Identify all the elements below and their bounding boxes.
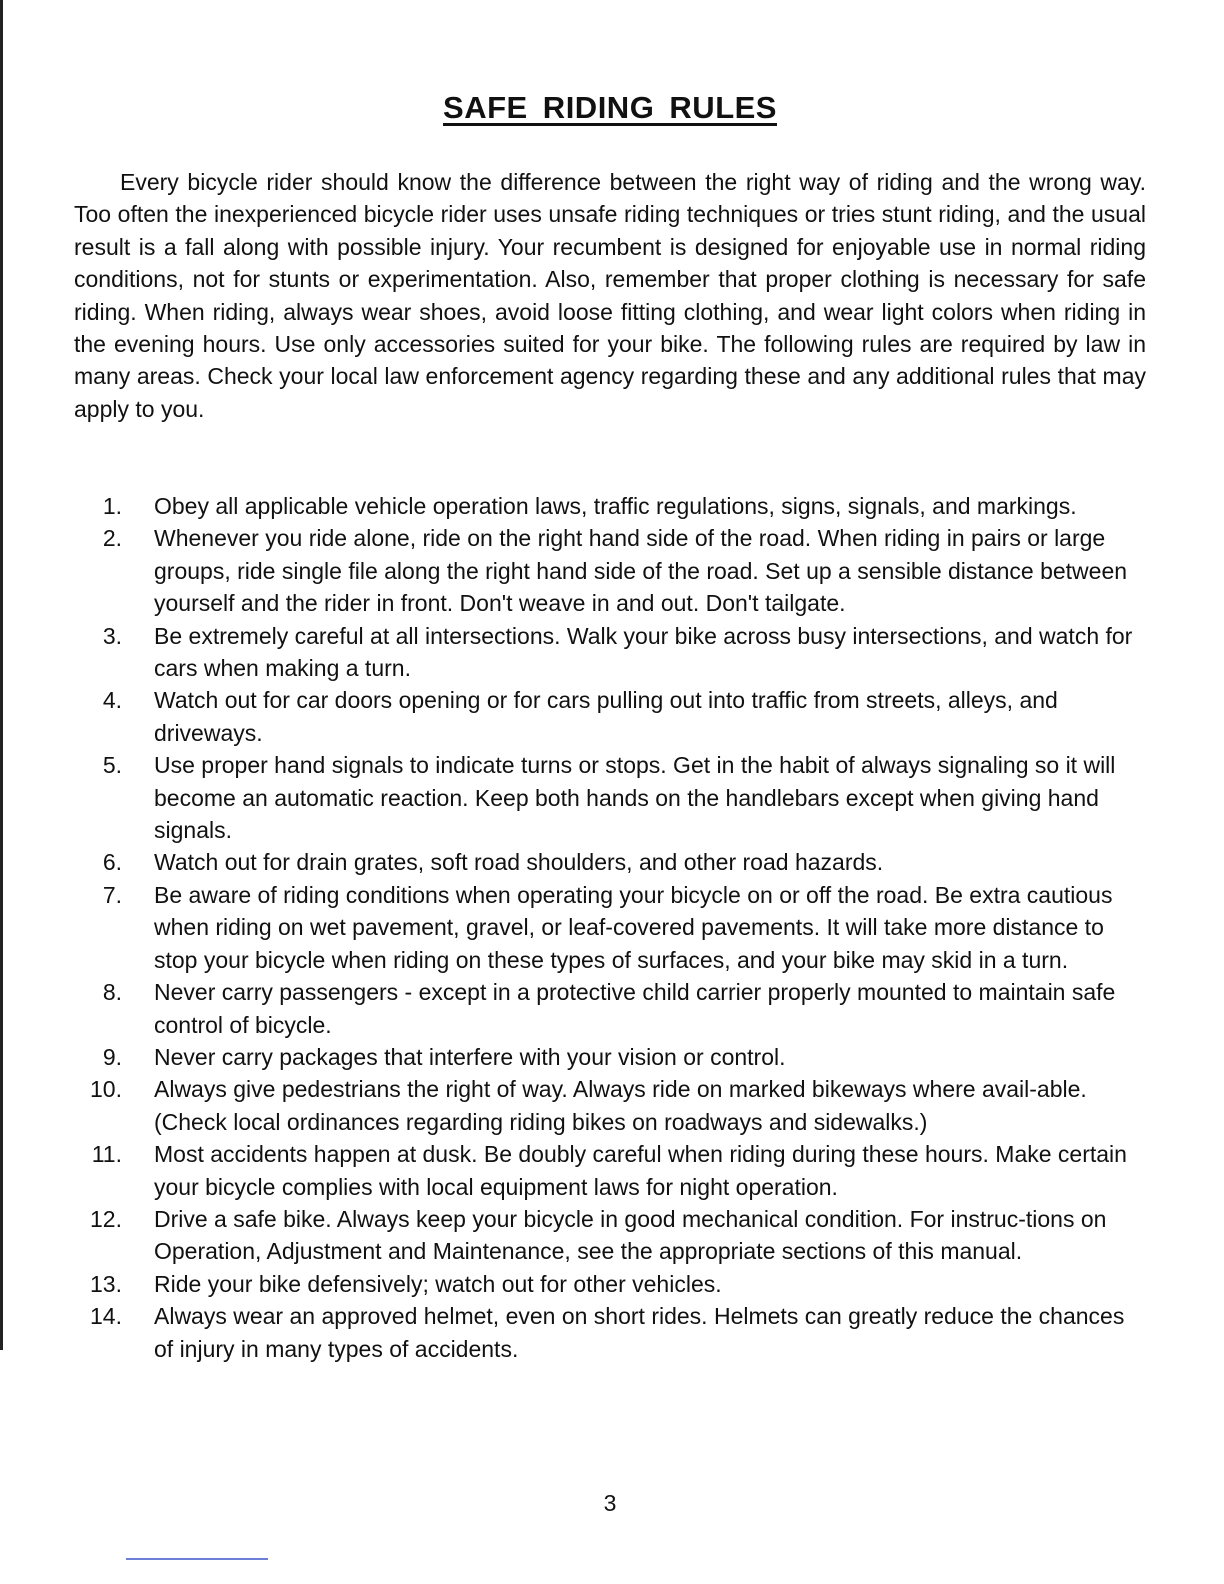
rule-text: Obey all applicable vehicle operation laws, traffic regulations, signs, signals, and markings. <box>154 493 1077 519</box>
rule-text: Always wear an approved helmet, even on short rides. Helmets can greatly reduce the chances of injury in many types of accidents. <box>154 1303 1125 1362</box>
rules-list <box>74 490 1146 1365</box>
rule-text: Never carry passengers - except in a protective child carrier properly mounted to maintain safe control of bicycle. <box>154 979 1116 1038</box>
rule-text: Watch out for drain grates, soft road shoulders, and other road hazards. <box>154 849 884 876</box>
rule-number: 3. <box>102 622 122 649</box>
rule-number: 6. <box>102 849 122 876</box>
rule-number: 2. <box>102 525 122 552</box>
rule-number: 4. <box>102 687 122 714</box>
rule-number: 11. <box>91 1141 122 1168</box>
list-item <box>74 1073 1146 1138</box>
rule-text: Always give pedestrians the right of way. Always ride on marked bikeways where avail-able. (Check local ordinances regarding riding bikes on roadways and sidewalks.) <box>154 1076 1087 1135</box>
rule-number: 5. <box>102 752 122 779</box>
list-item <box>74 522 1146 619</box>
rule-text: Be extremely careful at all intersections. Walk your bike across busy intersections, and watch for cars when making a turn. <box>154 622 1133 682</box>
rule-text: Ride your bike defensively; watch out for other vehicles. <box>154 1270 722 1297</box>
intro-paragraph: Every bicycle rider should know the difference between the right way of riding and the wrong way. Too often the inexperienced bicycle rider uses unsafe riding techniques or tries stunt riding, and the usual result is a fall along with possible injury. Your recumbent is designed for enjoyable use in normal riding conditions, not for stunts or experimentation. Also, remember that proper clothing is necessary for safe riding. When riding, always wear shoes, avoid loose fitting clothing, and wear light colors when riding in the evening hours. Use only accessories suited for your bike. The following rules are required by law in many areas. Check your local law enforcement agency regarding these and any additional rules that may apply to you. <box>74 169 1146 422</box>
page-title: SAFE RIDING RULES <box>443 90 777 125</box>
rule-text: Whenever you ride alone, ride on the right hand side of the road. When riding in pairs or large groups, ride single file along the right hand side of the road. Set up a sensible distance between yourself and the rider in front. Don't weave in and out. Don't tailgate. <box>154 525 1128 617</box>
rule-text: Never carry packages that interfere with your vision or control. <box>154 1043 786 1070</box>
rule-number: 1. <box>102 493 122 519</box>
rule-number: 7. <box>102 881 122 908</box>
list-item <box>74 879 1146 976</box>
rule-text: Watch out for car doors opening or for cars pulling out into traffic from streets, alleys, and driveways. <box>154 687 1058 746</box>
list-item <box>74 684 1146 749</box>
page-number: 3 <box>603 1490 617 1516</box>
rule-text: Drive a safe bike. Always keep your bicycle in good mechanical condition. For instruc-tions on Operation, Adjustment and Maintenance, see the appropriate sections of this manual. <box>154 1205 1107 1265</box>
rule-number: 9. <box>102 1043 122 1070</box>
list-item <box>74 620 1146 685</box>
rule-number: 14. <box>90 1303 122 1330</box>
list-item <box>74 1203 1146 1268</box>
scan-artifact-line <box>126 1558 268 1560</box>
list-item <box>74 490 1146 522</box>
list-item <box>74 749 1146 846</box>
rule-text: Use proper hand signals to indicate turns or stops. Get in the habit of always signaling so it will become an automatic reaction. Keep both hands on the handlebars except when giving hand signals. <box>154 752 1116 844</box>
rule-text: Be aware of riding conditions when operating your bicycle on or off the road. Be extra cautious when riding on wet pavement, gravel, or leaf-covered pavements. It will take more distance to stop your bicycle when riding on these types of surfaces, and your bike may skid in a turn. <box>154 881 1113 973</box>
list-item <box>74 846 1146 878</box>
list-item <box>74 1268 1146 1300</box>
list-item <box>74 1041 1146 1073</box>
page-edge-line <box>0 0 3 1350</box>
list-item <box>74 976 1146 1041</box>
list-item <box>74 1300 1146 1365</box>
rule-number: 8. <box>102 979 122 1006</box>
rule-text: Most accidents happen at dusk. Be doubly careful when riding during these hours. Make certain your bicycle complies with local equipment laws for night operation. <box>154 1141 1127 1200</box>
list-item <box>74 1138 1146 1203</box>
rule-number: 13. <box>90 1270 122 1297</box>
rule-number: 12. <box>90 1205 122 1232</box>
rule-number: 10. <box>90 1076 122 1103</box>
